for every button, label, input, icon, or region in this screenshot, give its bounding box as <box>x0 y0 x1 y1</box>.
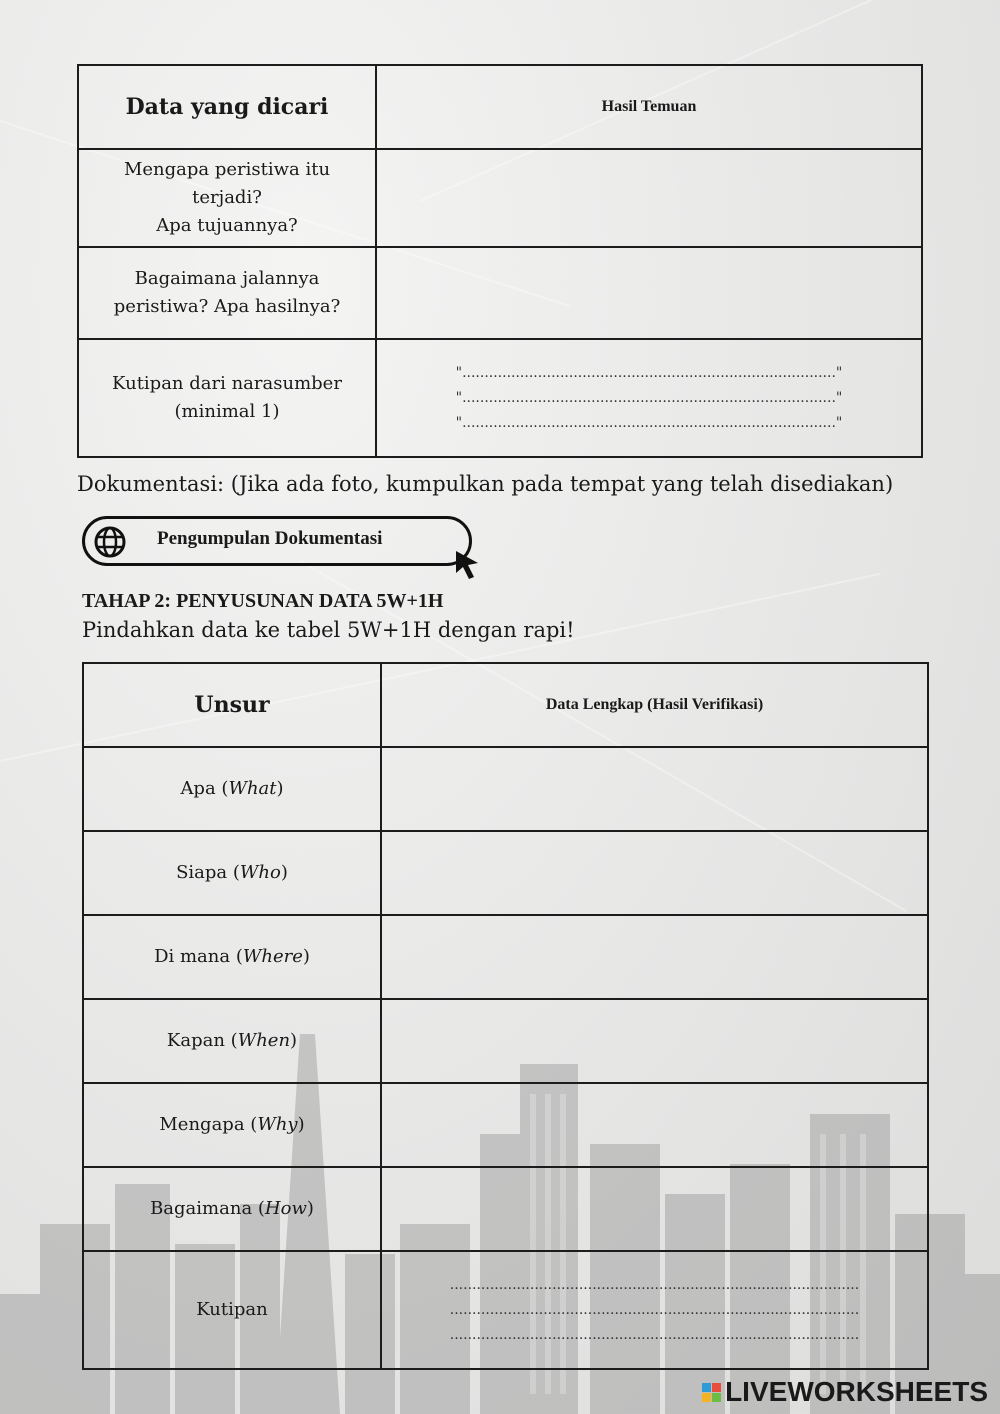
quote-line: ............................................................................................ <box>449 1326 860 1343</box>
liveworksheets-logo-icon <box>702 1383 721 1402</box>
quote-line: ............................................................................................ <box>449 1301 860 1318</box>
question-line: Bagaimana jalannya <box>134 268 320 289</box>
globe-icon <box>93 525 127 559</box>
documentation-note: Dokumentasi: (Jika ada foto, kumpulkan pada tempat yang telah disediakan) <box>77 472 894 496</box>
question-quote-cell <box>78 339 376 457</box>
question-line: Mengapa peristiwa itu terjadi? <box>123 159 331 208</box>
question-line: peristiwa? Apa hasilnya? <box>113 296 341 317</box>
row-label-when: Kapan (When) <box>83 999 381 1083</box>
stage-2-instruction: Pindahkan data ke tabel 5W+1H dengan rapi! <box>82 618 575 642</box>
header-complete-data: Data Lengkap (Hasil Verifikasi) <box>381 663 928 747</box>
question-line: (minimal 1) <box>174 401 280 422</box>
stage-2-title: TAHAP 2: PENYUSUNAN DATA 5W+1H <box>82 590 444 612</box>
answer-who-field[interactable] <box>381 831 928 915</box>
row-label-how: Bagaimana (How) <box>83 1167 381 1251</box>
quote-answer-field[interactable] <box>376 339 922 457</box>
row-label-quote: Kutipan <box>83 1251 381 1369</box>
header-data-sought: Data yang dicari <box>78 65 376 149</box>
row-label-what: Apa (What) <box>83 747 381 831</box>
liveworksheets-brand <box>702 1376 988 1408</box>
five-w-one-h-table <box>82 662 929 1370</box>
submit-documentation-button[interactable] <box>82 516 472 566</box>
brand-name: LIVEWORKSHEETS <box>725 1376 988 1407</box>
answer-how-field[interactable] <box>376 247 922 339</box>
answer-why-field[interactable] <box>376 149 922 247</box>
row-label-who: Siapa (Who) <box>83 831 381 915</box>
question-why-cell <box>78 149 376 247</box>
answer-what-field[interactable] <box>381 747 928 831</box>
quote-line: "...................................................................................." <box>455 389 843 406</box>
question-how-cell <box>78 247 376 339</box>
row-label-why: Mengapa (Why) <box>83 1083 381 1167</box>
cursor-arrow-icon <box>454 549 482 581</box>
submit-documentation-label: Pengumpulan Dokumentasi <box>157 528 383 549</box>
quote-answer-field[interactable] <box>381 1251 928 1369</box>
question-line: Apa tujuannya? <box>156 215 298 236</box>
answer-when-field[interactable] <box>381 999 928 1083</box>
answer-how-field[interactable] <box>381 1167 928 1251</box>
header-findings: Hasil Temuan <box>376 65 922 149</box>
answer-why-field[interactable] <box>381 1083 928 1167</box>
quote-line: "...................................................................................." <box>455 414 843 431</box>
research-findings-table <box>77 64 923 458</box>
header-element: Unsur <box>83 663 381 747</box>
quote-line: "...................................................................................." <box>455 364 843 381</box>
row-label-where: Di mana (Where) <box>83 915 381 999</box>
quote-line: ............................................................................................ <box>449 1276 860 1293</box>
answer-where-field[interactable] <box>381 915 928 999</box>
question-line: Kutipan dari narasumber <box>112 373 342 394</box>
